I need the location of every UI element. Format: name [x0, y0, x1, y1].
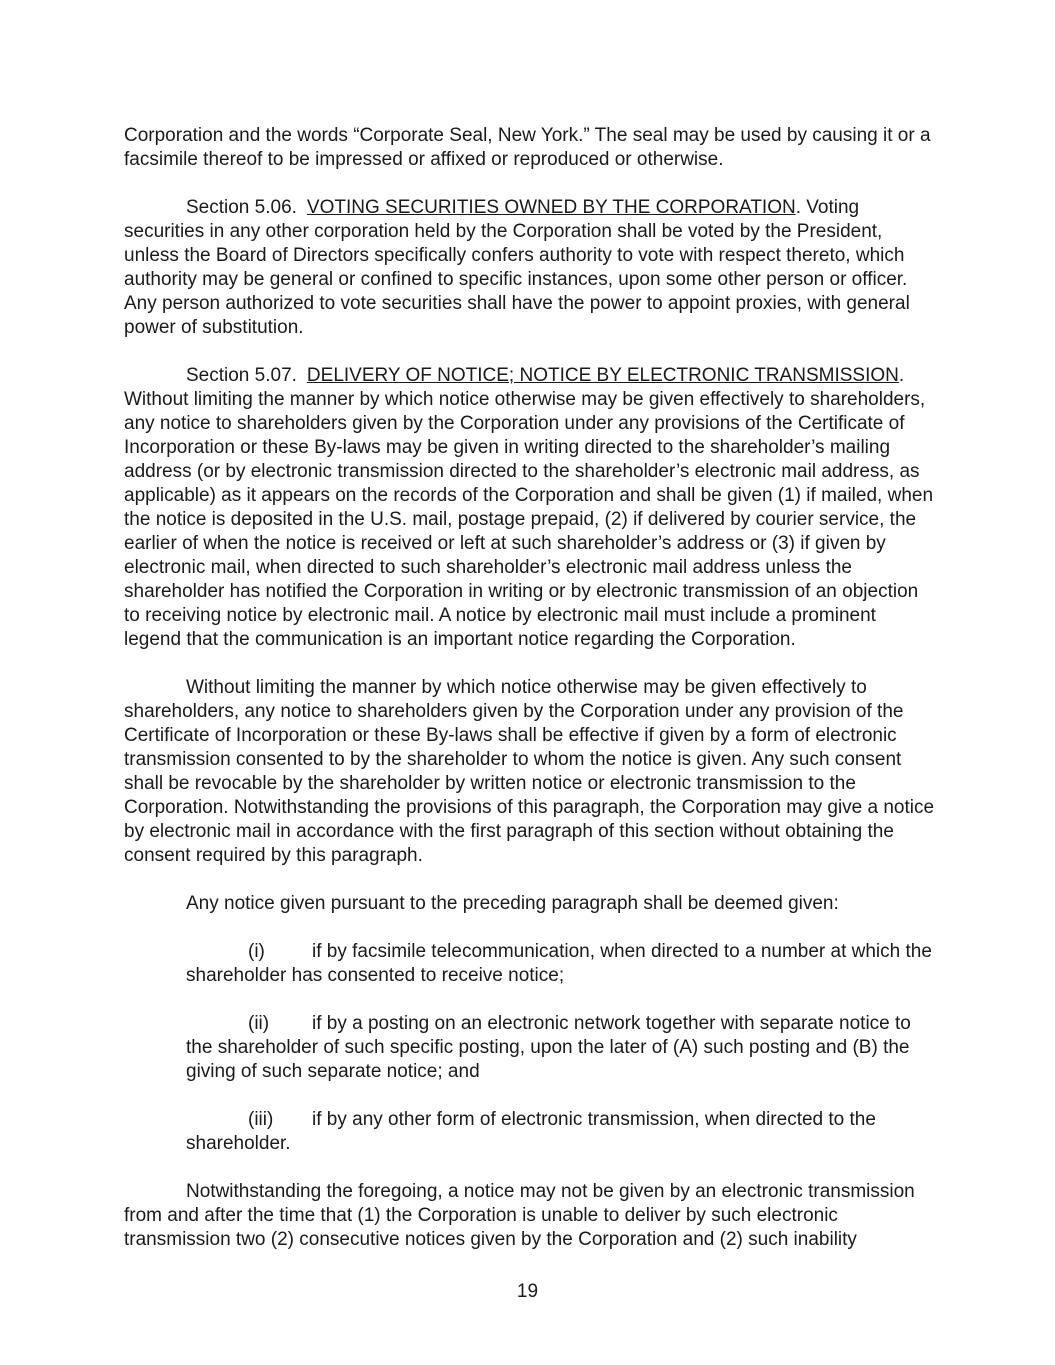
page-number: 19	[516, 1281, 539, 1302]
section-5-07-heading: DELIVERY OF NOTICE; NOTICE BY ELECTRONIC TRANSMISSION	[306, 365, 899, 386]
section-5-06-paragraph	[124, 196, 936, 340]
section-5-06-heading: VOTING SECURITIES OWNED BY THE CORPORATION	[306, 197, 796, 218]
list-item-number: (i)	[248, 941, 265, 962]
section-5-06-body: . Voting securities in any other corporation held by the Corporation shall be voted by the President, unless the Board of Directors specifically confers authority to vote with respect thereto, which authority may be general or confined to specific instances, upon some other person or officer. Any person authorized to vote securities shall have the power to appoint proxies, with general power of substitution.	[124, 197, 910, 338]
list-item	[186, 940, 936, 988]
document-page	[124, 124, 936, 1276]
section-5-07-label: Section 5.07.	[186, 365, 297, 386]
list-item-text: if by facsimile telecommunication, when directed to a number at which the shareholder has consented to receive notice;	[186, 941, 932, 986]
list-item-text: if by any other form of electronic transmission, when directed to the shareholder.	[186, 1109, 876, 1154]
list-item	[186, 1108, 936, 1156]
opening-paragraph: Corporation and the words “Corporate Seal, New York.” The seal may be used by causing it or a facsimile thereof to be impressed or affixed or reproduced or otherwise.	[124, 125, 931, 170]
list-item	[186, 1012, 936, 1084]
deemed-given-paragraph: Any notice given pursuant to the preceding paragraph shall be deemed given:	[186, 893, 839, 914]
section-5-07-paragraph	[124, 364, 936, 652]
list-item-number: (iii)	[248, 1109, 274, 1130]
list-item-text: if by a posting on an electronic network together with separate notice to the shareholder of such specific posting, upon the later of (A) such posting and (B) the giving of such separate notice; and	[186, 1013, 911, 1082]
list-item-number: (ii)	[248, 1013, 270, 1034]
section-5-07-body: . Without limiting the manner by which notice otherwise may be given effectively to shareholders, any notice to shareholders given by the Corporation under any provisions of the Certificate of Incorporation or these By-laws may be given in writing directed to the shareholder’s mailing address (or by electronic transmission directed to the shareholder’s electronic mail address, as applicable) as it appears on the records of the Corporation and shall be given (1) if mailed, when the notice is deposited in the U.S. mail, postage prepaid, (2) if delivered by courier service, the earlier of when the notice is received or left at such shareholder’s address or (3) if given by electronic mail, when directed to such shareholder’s electronic mail address unless the shareholder has notified the Corporation in writing or by electronic transmission of an objection to receiving notice by electronic mail. A notice by electronic mail must include a prominent legend that the communication is an important notice regarding the Corporation.	[124, 365, 934, 650]
consent-paragraph: Without limiting the manner by which notice otherwise may be given effectively to shareholders, any notice to shareholders given by the Corporation under any provision of the Certificate of Incorporation or these By-laws shall be effective if given by a form of electronic transmission consented to by the shareholder to whom the notice is given. Any such consent shall be revocable by the shareholder by written notice or electronic transmission to the Corporation. Notwithstanding the provisions of this paragraph, the Corporation may give a notice by electronic mail in accordance with the first paragraph of this section without obtaining the consent required by this paragraph.	[124, 677, 935, 866]
final-paragraph: Notwithstanding the foregoing, a notice may not be given by an electronic transmission from and after the time that (1) the Corporation is unable to deliver by such electronic transmission two (2) consecutive notices given by the Corporation and (2) such inability	[124, 1181, 915, 1250]
section-5-06-label: Section 5.06.	[186, 197, 297, 218]
